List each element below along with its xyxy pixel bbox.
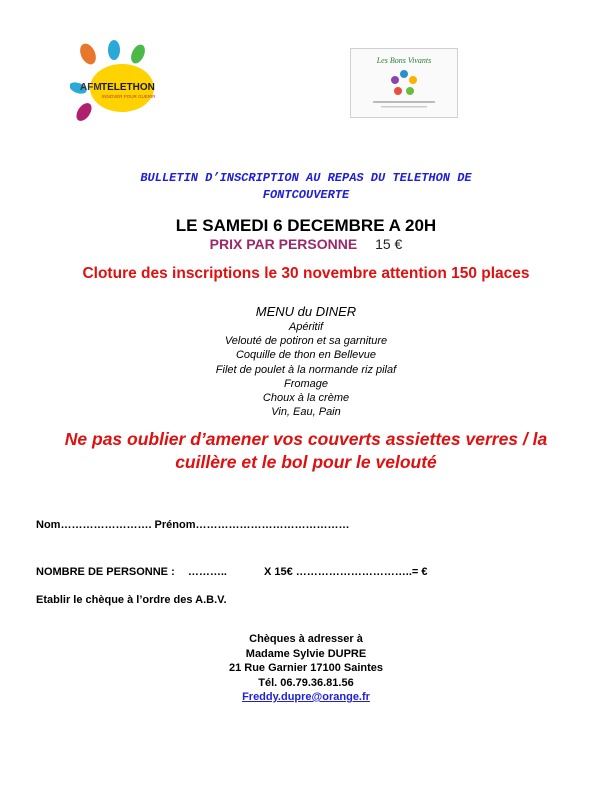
- afm-logo-text: AFM: [80, 82, 102, 93]
- price-value: 15 €: [375, 236, 403, 252]
- person-count-label: NOMBRE DE PERSONNE :: [36, 566, 175, 578]
- contact-email-link[interactable]: Freddy.dupre@orange.fr: [242, 691, 370, 703]
- warning-line-1: Ne pas oublier d’amener vos couverts assiettes verres / la: [64, 429, 548, 449]
- abv-logo: [350, 48, 458, 118]
- menu-item: Filet de poulet à la normande riz pilaf: [215, 363, 397, 376]
- contact-phone: Tél. 06.79.36.81.56: [258, 676, 354, 689]
- afm-logo-tagline: INNOVER POUR GUERIR: [102, 94, 156, 99]
- reminder-warning: [0, 428, 612, 474]
- contact-block: [0, 632, 612, 705]
- contact-address: 21 Rue Garnier 17100 Saintes: [228, 662, 384, 674]
- person-count-field[interactable]: ………..: [187, 566, 227, 578]
- title-line-2: FONTCOUVERTE: [262, 188, 350, 202]
- menu-list: [0, 320, 612, 419]
- name-field-line[interactable]: Nom……………………. Prénom……………………………………: [36, 519, 350, 531]
- menu-item: Velouté de potiron et sa garniture: [224, 335, 388, 348]
- contact-name: Madame Sylvie DUPRE: [245, 647, 367, 660]
- price-label: PRIX PAR PERSONNE: [209, 236, 358, 252]
- warning-line-2: cuillère et le bol pour le velouté: [175, 452, 437, 472]
- person-count-line: [36, 566, 596, 578]
- registration-deadline: Cloture des inscriptions le 30 novembre attention 150 places: [82, 265, 530, 282]
- menu-item: Vin, Eau, Pain: [271, 406, 341, 419]
- document-title: [0, 170, 612, 204]
- menu-item: Coquille de thon en Bellevue: [235, 349, 377, 362]
- title-line-1: BULLETIN D’INSCRIPTION AU REPAS DU TELETHON DE: [140, 171, 472, 185]
- menu-item: Fromage: [283, 377, 329, 390]
- event-date: LE SAMEDI 6 DECEMBRE A 20H: [175, 216, 437, 235]
- telethon-logo-text: TELETHON: [101, 82, 155, 93]
- menu-item: Choux à la crème: [262, 392, 350, 405]
- afm-telethon-logo: [70, 40, 180, 125]
- total-calc-field[interactable]: X 15€ …………………………..= €: [264, 566, 428, 578]
- check-order-note: Etablir le chèque à l’ordre des A.B.V.: [36, 594, 227, 606]
- abv-logo-text: Les Bons Vivants: [376, 56, 432, 65]
- menu-title: MENU du DINER: [255, 304, 357, 319]
- contact-line-1: Chèques à adresser à: [249, 633, 363, 645]
- price-line: [0, 236, 612, 252]
- menu-item: Apéritif: [288, 321, 324, 333]
